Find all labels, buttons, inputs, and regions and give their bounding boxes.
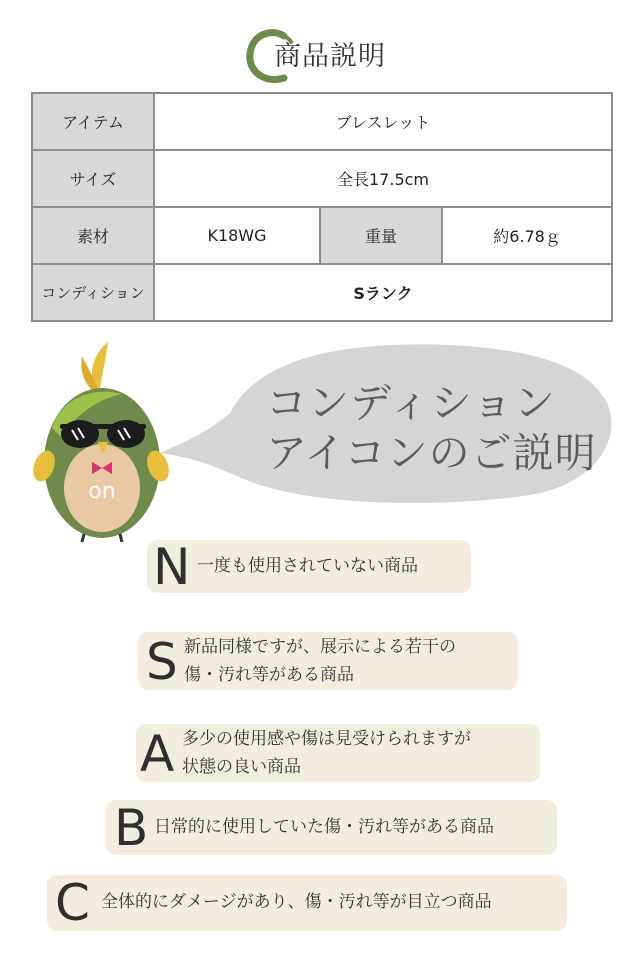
condition-card-n [147,538,471,596]
condition-letter: A [140,725,175,783]
weight-label: 重量 [320,207,442,264]
condition-card-c [47,875,567,931]
condition-value: Sランク [154,264,612,321]
mascot-badge: on [88,479,116,504]
condition-desc: 一度も使用されていない商品 [197,556,418,576]
condition-letter: N [153,538,191,596]
size-label: サイズ [32,150,154,207]
item-label: アイテム [32,93,154,150]
table-row [32,207,612,264]
condition-desc: 傷・汚れ等がある商品 [184,665,354,685]
spec-table [31,92,613,322]
condition-letter: B [114,799,149,857]
weight-value: 約6.78ｇ [442,207,612,264]
condition-desc: 日常的に使用していた傷・汚れ等がある商品 [154,817,494,837]
bubble-line-1: コンディション [266,379,556,427]
material-label: 素材 [32,207,154,264]
condition-letter: S [146,633,178,691]
table-row [32,93,612,150]
item-value: ブレスレット [154,93,612,150]
page-title: 商品説明 [274,41,386,72]
bubble-line-2: アイコンのご説明 [266,429,597,477]
condition-desc: 状態の良い商品 [182,757,301,777]
table-row [32,264,612,321]
size-value: 全長17.5cm [154,150,612,207]
condition-desc: 多少の使用感や傷は見受けられますが [182,729,471,749]
condition-card-b [106,800,557,855]
condition-letter: C [55,874,90,932]
condition-desc: 新品同様ですが、展示による若干の [184,637,456,657]
condition-card-a [136,724,540,782]
table-row [32,150,612,207]
condition-desc: 全体的にダメージがあり、傷・汚れ等が目立つ商品 [101,892,492,912]
condition-label: コンディション [32,264,154,321]
material-value: K18WG [154,207,320,264]
title-section [0,24,640,84]
condition-card-s [138,632,518,690]
